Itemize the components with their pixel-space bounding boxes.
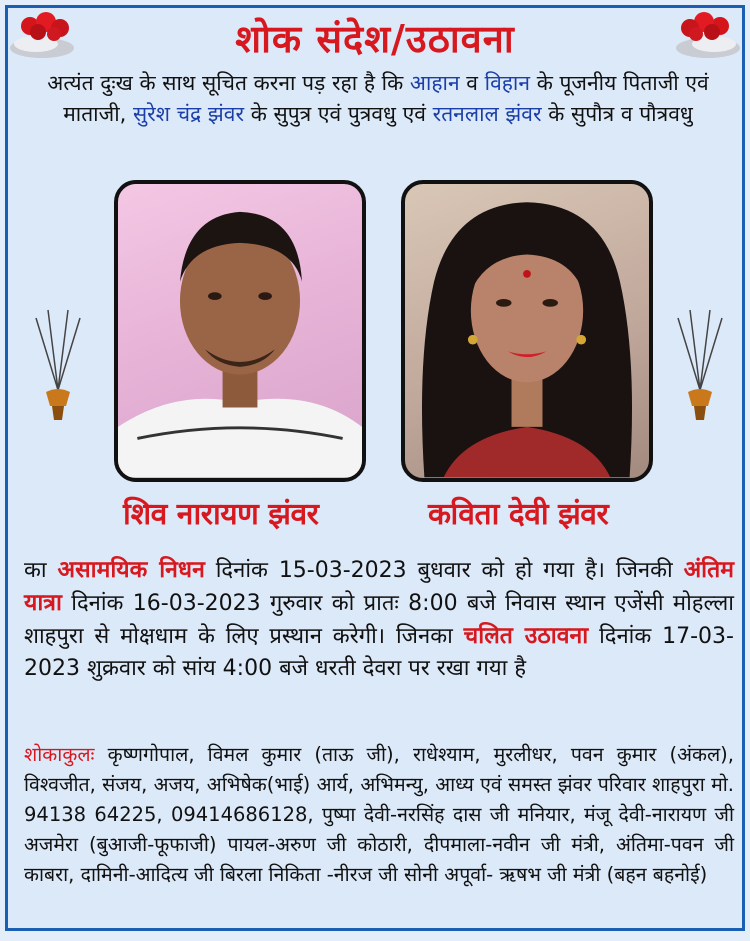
highlight-uthavna: चलित उठावना [463,622,589,649]
announcement-text-part: दिनांक 16-03-2023 गुरुवार को प्रातः 8:00 बजे निवास स्थान एजेंसी मोहल्ला शाहपुरा से मोक्षधाम के लिए प्रस्थान करेगी। जिनका [24,591,734,649]
highlight-last-journey: अंतिम यात्रा [24,556,735,616]
intro-text-part: के पूजनीय पिताजी एवं माताजी, [63,71,709,126]
bereaved-family-text [24,740,734,890]
deceased-name-woman: कविता देवी झंवर [428,497,609,532]
condolence-notice [5,5,745,931]
intro-text-part: के सुपौत्र व पौत्रवधु [541,102,693,126]
incense-sticks-icon [670,308,730,426]
intro-text-part: के सुपुत्र एवं पुत्रवधु एवं [244,102,433,126]
child-name: विहान [484,71,531,95]
intro-text-part: अत्यंत दुःख के साथ सूचित करना पड़ रहा है कि [47,71,410,95]
incense-sticks-icon [28,308,88,426]
father-name: सुरेश चंद्र झंवर [132,102,245,126]
intro-text-part: व [459,71,485,95]
announcement-text [24,554,734,685]
announcement-text-part: दिनांक 15-03-2023 बुधवार को हो गया है। जिनकी [204,558,684,583]
portrait-woman-icon [405,184,649,478]
portrait-man-icon [118,184,362,478]
child-name: आहान [409,71,460,95]
announcement-text-part: दिनांक 17-03-2023 शुक्रवार को सांय 4:00 बजे धरती देवरा पर रखा गया है [24,624,734,681]
photo-man [114,180,366,482]
grandfather-name: रतनलाल झंवर [432,102,542,126]
highlight-untimely-death: असामयिक निधन [57,556,205,583]
photo-woman [401,180,653,482]
announcement-text-part: का [24,558,58,583]
deceased-name-man: शिव नारायण झंवर [123,497,319,532]
bereaved-label: शोकाकुलः [24,743,95,766]
page-title: शोक संदेश/उठावना [235,16,515,61]
intro-text [28,68,728,130]
bereaved-names: कृष्णगोपाल, विमल कुमार (ताऊ जी), राधेश्याम, मुरलीधर, पवन कुमार (अंकल), विश्वजीत, संजय, अजय, अभिषेक(भाई) आर्य, अभिमन्यु, आध्य एवं समस्त झंवर परिवार शाहपुरा मो. 94138 64225, 09414686128, पुष्पा देवी-नरसिंह दास जी मनियार, मंजू देवी-नारायण जी अजमेरा (बुआजी-फूफाजी) पायल-अरुण जी कोठारी, दीपमाला-नवीन जी मंत्री, अंतिमा-पवन जी काबरा, दामिनी-आदित्य जी बिरला निकिता -नीरज जी सोनी अपूर्वा- ऋषभ जी मंत्री (बहन बहनोई) [24,743,734,886]
